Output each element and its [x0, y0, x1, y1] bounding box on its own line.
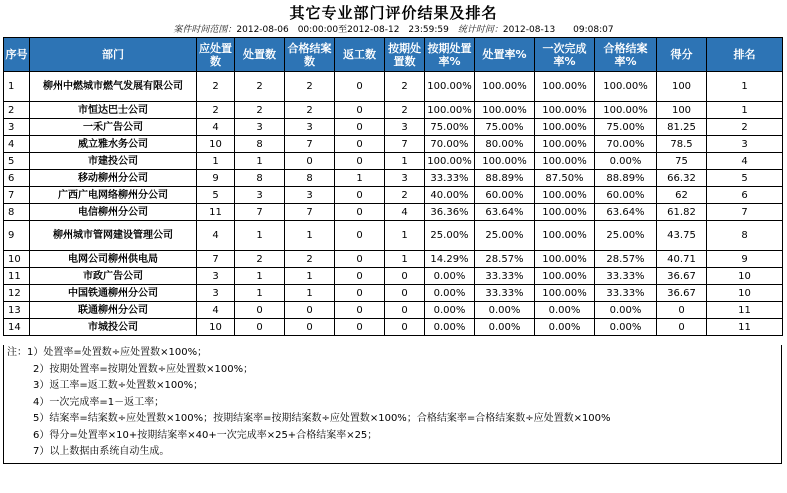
cell-qualified: 2 [285, 251, 335, 268]
cell-score: 78.5 [657, 136, 707, 153]
cell-seq: 11 [4, 268, 30, 285]
table-row [4, 170, 783, 187]
table-body [4, 72, 783, 336]
cell-rework: 0 [335, 251, 385, 268]
cell-ontime: 2 [385, 187, 425, 204]
cell-handled: 0 [235, 302, 285, 319]
cell-ontime-rate: 70.00% [425, 136, 475, 153]
col-header-rework: 返工数 [335, 38, 385, 72]
report-meta [0, 22, 787, 35]
cell-handle-rate: 63.64% [475, 204, 535, 221]
col-header-seq: 序号 [4, 38, 30, 72]
cell-ontime: 2 [385, 72, 425, 102]
cell-due: 2 [197, 102, 235, 119]
cell-score: 43.75 [657, 221, 707, 251]
cell-handled: 1 [235, 268, 285, 285]
cell-score: 100 [657, 102, 707, 119]
cell-dept: 电信柳州分公司 [30, 204, 197, 221]
cell-dept: 市建投公司 [30, 153, 197, 170]
cell-dept: 中国铁通柳州分公司 [30, 285, 197, 302]
cell-rank: 9 [707, 251, 783, 268]
cell-handled: 1 [235, 285, 285, 302]
cell-qualified-rate: 63.64% [595, 204, 657, 221]
cell-ontime: 0 [385, 319, 425, 336]
cell-qualified: 1 [285, 221, 335, 251]
cell-ontime-rate: 33.33% [425, 170, 475, 187]
cell-seq: 14 [4, 319, 30, 336]
col-header-handled: 处置数 [235, 38, 285, 72]
cell-score: 36.67 [657, 285, 707, 302]
col-header-rank: 排名 [707, 38, 783, 72]
table-row [4, 119, 783, 136]
cell-seq: 12 [4, 285, 30, 302]
cell-rank: 11 [707, 302, 783, 319]
cell-dept: 柳州城市管网建设管理公司 [30, 221, 197, 251]
cell-qualified-rate: 28.57% [595, 251, 657, 268]
cell-handle-rate: 75.00% [475, 119, 535, 136]
cell-once-rate: 100.00% [535, 119, 595, 136]
cell-qualified: 2 [285, 72, 335, 102]
cell-due: 4 [197, 221, 235, 251]
cell-rework: 0 [335, 268, 385, 285]
cell-dept: 移动柳州分公司 [30, 170, 197, 187]
col-header-due: 应处置数 [197, 38, 235, 72]
cell-seq: 2 [4, 102, 30, 119]
col-header-ontime-rate: 按期处置率% [425, 38, 475, 72]
cell-ontime-rate: 0.00% [425, 302, 475, 319]
cell-dept: 市恒达巴士公司 [30, 102, 197, 119]
stat-value: 2012-08-13 09:08:07 [502, 25, 614, 35]
note-line: 7）以上数据由系统自动生成。 [33, 446, 170, 457]
cell-rank: 2 [707, 119, 783, 136]
cell-qualified: 3 [285, 187, 335, 204]
col-header-handle-rate: 处置率% [475, 38, 535, 72]
cell-rework: 0 [335, 204, 385, 221]
cell-handled: 3 [235, 187, 285, 204]
cell-qualified-rate: 100.00% [595, 72, 657, 102]
cell-handled: 8 [235, 136, 285, 153]
cell-handled: 1 [235, 221, 285, 251]
cell-ontime-rate: 14.29% [425, 251, 475, 268]
cell-due: 9 [197, 170, 235, 187]
cell-due: 10 [197, 136, 235, 153]
cell-handled: 7 [235, 204, 285, 221]
cell-qualified-rate: 88.89% [595, 170, 657, 187]
cell-handled: 2 [235, 251, 285, 268]
cell-once-rate: 87.50% [535, 170, 595, 187]
table-row [4, 187, 783, 204]
col-header-dept: 部门 [30, 38, 197, 72]
cell-ontime: 3 [385, 170, 425, 187]
col-header-ontime: 按期处置数 [385, 38, 425, 72]
cell-qualified: 1 [285, 285, 335, 302]
cell-handled: 1 [235, 153, 285, 170]
note-line: 3）返工率=返工数÷处置数×100%； [33, 380, 204, 391]
cell-handled: 3 [235, 119, 285, 136]
table-row [4, 319, 783, 336]
range-label: 案件时间范围： [173, 25, 237, 35]
cell-qualified: 3 [285, 119, 335, 136]
cell-score: 81.25 [657, 119, 707, 136]
table-header-row [4, 38, 783, 72]
cell-score: 0 [657, 302, 707, 319]
cell-dept: 联通柳州分公司 [30, 302, 197, 319]
cell-ontime: 3 [385, 119, 425, 136]
cell-seq: 3 [4, 119, 30, 136]
cell-score: 36.67 [657, 268, 707, 285]
cell-qualified: 2 [285, 102, 335, 119]
cell-rank: 10 [707, 285, 783, 302]
cell-rework: 0 [335, 302, 385, 319]
cell-due: 4 [197, 302, 235, 319]
cell-once-rate: 100.00% [535, 153, 595, 170]
cell-score: 66.32 [657, 170, 707, 187]
cell-seq: 5 [4, 153, 30, 170]
cell-ontime: 4 [385, 204, 425, 221]
cell-seq: 7 [4, 187, 30, 204]
table-row [4, 102, 783, 119]
cell-handle-rate: 33.33% [475, 268, 535, 285]
cell-rank: 1 [707, 102, 783, 119]
cell-qualified-rate: 33.33% [595, 285, 657, 302]
cell-qualified-rate: 0.00% [595, 302, 657, 319]
cell-score: 61.82 [657, 204, 707, 221]
cell-due: 4 [197, 119, 235, 136]
cell-rework: 0 [335, 285, 385, 302]
range-value: 2012-08-06 00:00:00至2012-08-12 23:59:59 [236, 25, 449, 35]
cell-once-rate: 100.00% [535, 204, 595, 221]
col-header-qualified-rate: 合格结案率% [595, 38, 657, 72]
cell-handled: 8 [235, 170, 285, 187]
cell-once-rate: 100.00% [535, 251, 595, 268]
cell-ontime-rate: 0.00% [425, 268, 475, 285]
cell-dept: 市城投公司 [30, 319, 197, 336]
cell-qualified: 0 [285, 153, 335, 170]
cell-ontime: 1 [385, 251, 425, 268]
cell-due: 5 [197, 187, 235, 204]
cell-dept: 一禾广告公司 [30, 119, 197, 136]
cell-rework: 0 [335, 72, 385, 102]
cell-rank: 5 [707, 170, 783, 187]
cell-qualified-rate: 33.33% [595, 268, 657, 285]
cell-once-rate: 0.00% [535, 319, 595, 336]
cell-qualified-rate: 60.00% [595, 187, 657, 204]
cell-score: 75 [657, 153, 707, 170]
cell-handle-rate: 33.33% [475, 285, 535, 302]
cell-ontime: 0 [385, 285, 425, 302]
cell-handle-rate: 100.00% [475, 102, 535, 119]
table-row [4, 72, 783, 102]
cell-handle-rate: 80.00% [475, 136, 535, 153]
cell-ontime: 7 [385, 136, 425, 153]
cell-once-rate: 0.00% [535, 302, 595, 319]
note-line: 2）按期处置率=按期处置数÷应处置数×100%； [33, 363, 254, 375]
cell-rework: 0 [335, 319, 385, 336]
cell-due: 3 [197, 268, 235, 285]
cell-qualified-rate: 75.00% [595, 119, 657, 136]
col-header-once-rate: 一次完成率% [535, 38, 595, 72]
cell-ontime: 1 [385, 153, 425, 170]
cell-rework: 1 [335, 170, 385, 187]
table-row [4, 302, 783, 319]
cell-ontime: 2 [385, 102, 425, 119]
cell-due: 3 [197, 285, 235, 302]
note-line: 5）结案率=结案数÷应处置数×100%；按期结案率=按期结案数÷应处置数×100%；合格结案率=合格结案数÷应处置数×100% [33, 413, 611, 424]
cell-once-rate: 100.00% [535, 136, 595, 153]
cell-handle-rate: 88.89% [475, 170, 535, 187]
cell-handled: 2 [235, 72, 285, 102]
cell-once-rate: 100.00% [535, 187, 595, 204]
cell-rank: 3 [707, 136, 783, 153]
cell-once-rate: 100.00% [535, 285, 595, 302]
cell-rework: 0 [335, 221, 385, 251]
cell-qualified: 1 [285, 268, 335, 285]
cell-once-rate: 100.00% [535, 268, 595, 285]
cell-qualified: 0 [285, 302, 335, 319]
cell-dept: 广西广电网络柳州分公司 [30, 187, 197, 204]
cell-ontime: 0 [385, 268, 425, 285]
cell-qualified-rate: 70.00% [595, 136, 657, 153]
cell-rework: 0 [335, 153, 385, 170]
report-title: 其它专业部门评价结果及排名 [289, 4, 498, 22]
cell-rank: 1 [707, 72, 783, 102]
cell-handle-rate: 100.00% [475, 153, 535, 170]
cell-once-rate: 100.00% [535, 72, 595, 102]
cell-ontime-rate: 25.00% [425, 221, 475, 251]
cell-rework: 0 [335, 136, 385, 153]
cell-rework: 0 [335, 187, 385, 204]
cell-seq: 10 [4, 251, 30, 268]
cell-rank: 8 [707, 221, 783, 251]
cell-score: 40.71 [657, 251, 707, 268]
cell-handled: 0 [235, 319, 285, 336]
cell-ontime-rate: 100.00% [425, 153, 475, 170]
cell-qualified-rate: 25.00% [595, 221, 657, 251]
cell-qualified-rate: 0.00% [595, 153, 657, 170]
cell-dept: 威立雅水务公司 [30, 136, 197, 153]
cell-dept: 柳州中燃城市燃气发展有限公司 [30, 72, 197, 102]
table-row [4, 221, 783, 251]
cell-seq: 9 [4, 221, 30, 251]
cell-due: 10 [197, 319, 235, 336]
cell-ontime-rate: 0.00% [425, 319, 475, 336]
cell-rework: 0 [335, 119, 385, 136]
cell-ontime-rate: 0.00% [425, 285, 475, 302]
table-row [4, 251, 783, 268]
cell-due: 7 [197, 251, 235, 268]
cell-handle-rate: 100.00% [475, 72, 535, 102]
col-header-score: 得分 [657, 38, 707, 72]
cell-seq: 4 [4, 136, 30, 153]
cell-handle-rate: 60.00% [475, 187, 535, 204]
cell-ontime: 0 [385, 302, 425, 319]
cell-rank: 11 [707, 319, 783, 336]
cell-rank: 7 [707, 204, 783, 221]
cell-due: 1 [197, 153, 235, 170]
cell-ontime-rate: 36.36% [425, 204, 475, 221]
cell-score: 0 [657, 319, 707, 336]
col-header-qualified: 合格结案数 [285, 38, 335, 72]
stat-label: 统计时间： [457, 25, 503, 35]
cell-qualified: 7 [285, 136, 335, 153]
cell-seq: 8 [4, 204, 30, 221]
table-row [4, 204, 783, 221]
cell-qualified: 7 [285, 204, 335, 221]
cell-due: 11 [197, 204, 235, 221]
cell-handle-rate: 28.57% [475, 251, 535, 268]
cell-ontime-rate: 100.00% [425, 102, 475, 119]
cell-rank: 10 [707, 268, 783, 285]
cell-handle-rate: 25.00% [475, 221, 535, 251]
cell-qualified-rate: 0.00% [595, 319, 657, 336]
cell-ontime-rate: 40.00% [425, 187, 475, 204]
cell-seq: 6 [4, 170, 30, 187]
table-row [4, 285, 783, 302]
cell-once-rate: 100.00% [535, 102, 595, 119]
cell-score: 100 [657, 72, 707, 102]
cell-handled: 2 [235, 102, 285, 119]
cell-once-rate: 100.00% [535, 221, 595, 251]
cell-rank: 6 [707, 187, 783, 204]
note-line: 6）得分=处置率×10+按期结案率×40+一次完成率×25+合格结案率×25； [33, 429, 378, 441]
cell-handle-rate: 0.00% [475, 302, 535, 319]
cell-ontime-rate: 75.00% [425, 119, 475, 136]
cell-ontime-rate: 100.00% [425, 72, 475, 102]
cell-dept: 市政广告公司 [30, 268, 197, 285]
table-row [4, 268, 783, 285]
table-row [4, 153, 783, 170]
cell-qualified: 0 [285, 319, 335, 336]
evaluation-table [3, 37, 783, 336]
cell-handle-rate: 0.00% [475, 319, 535, 336]
note-line: 注：1）处置率=处置数÷应处置数×100%； [7, 347, 208, 358]
cell-score: 62 [657, 187, 707, 204]
cell-due: 2 [197, 72, 235, 102]
cell-qualified-rate: 100.00% [595, 102, 657, 119]
cell-qualified: 8 [285, 170, 335, 187]
cell-ontime: 1 [385, 221, 425, 251]
notes-box [3, 345, 782, 464]
cell-rank: 4 [707, 153, 783, 170]
cell-rework: 0 [335, 102, 385, 119]
note-line: 4）一次完成率=1－返工率； [33, 396, 165, 408]
cell-dept: 电网公司柳州供电局 [30, 251, 197, 268]
table-row [4, 136, 783, 153]
cell-seq: 13 [4, 302, 30, 319]
cell-seq: 1 [4, 72, 30, 102]
